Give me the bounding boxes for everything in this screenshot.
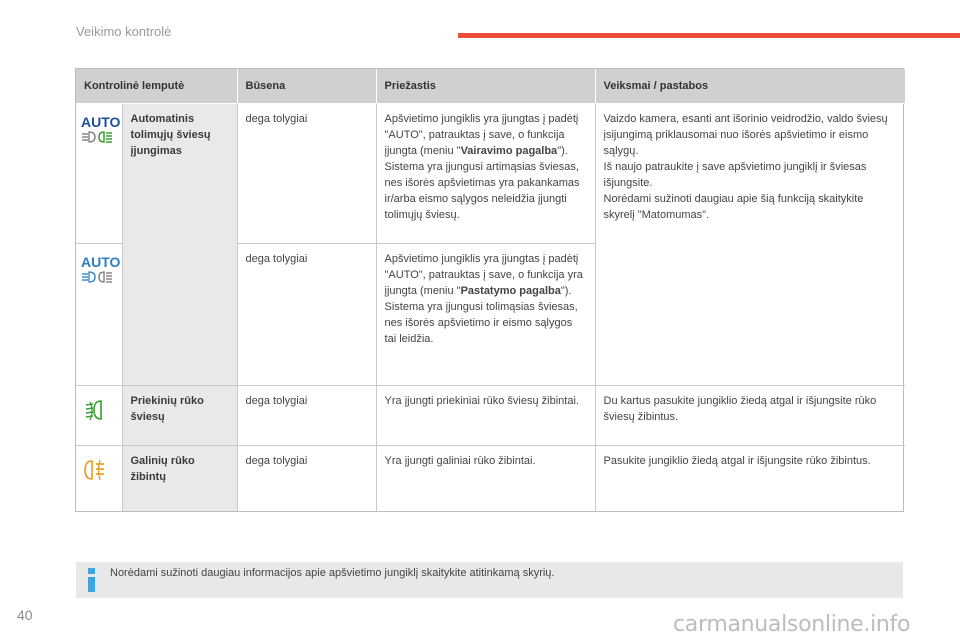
front-fog-lamp-icon bbox=[80, 396, 120, 430]
column-header-cause: Priežastis bbox=[376, 69, 595, 103]
lamp-icon-cell bbox=[76, 243, 122, 385]
warning-lamps-table bbox=[75, 68, 904, 512]
lamp-cause: Apšvietimo jungiklis yra įjungtas į padėtį "AUTO", patrauktas į save, o funkcija yra įjungta (meniu "Pastatymo pagalba"). Sistema yra įjungusi tolimąsias šviesas, nes išorės apšvietimo ir eismo sąlygos tai leidžia. bbox=[376, 243, 595, 385]
watermark: carmanualsonline.info bbox=[673, 612, 911, 637]
lamp-state: dega tolygiai bbox=[237, 243, 376, 385]
svg-text:AUTO: AUTO bbox=[81, 253, 120, 270]
lamp-cause: Yra įjungti priekiniai rūko šviesų žibintai. bbox=[376, 385, 595, 445]
lamp-name: Galinių rūko žibintų bbox=[122, 445, 237, 511]
table-row bbox=[76, 385, 905, 445]
lamp-state: dega tolygiai bbox=[237, 445, 376, 511]
info-icon bbox=[85, 566, 99, 594]
page-section-title: Veikimo kontrolė bbox=[76, 24, 172, 39]
column-header-actions: Veiksmai / pastabos bbox=[595, 69, 905, 103]
svg-text:AUTO: AUTO bbox=[81, 113, 120, 130]
auto-headlamp-green-icon bbox=[80, 114, 120, 148]
header-accent-bar bbox=[458, 33, 960, 38]
lamp-state: dega tolygiai bbox=[237, 385, 376, 445]
lamp-icon-cell bbox=[76, 385, 122, 445]
lamp-actions: Pasukite jungiklio žiedą atgal ir išjungsite rūko žibintus. bbox=[595, 445, 905, 511]
lamp-icon-cell bbox=[76, 445, 122, 511]
lamp-icon-cell bbox=[76, 103, 122, 243]
table-row bbox=[76, 445, 905, 511]
page-number: 40 bbox=[17, 607, 33, 623]
lamp-name: Automatinis tolimųjų šviesų įjungimas bbox=[122, 103, 237, 385]
lamp-state: dega tolygiai bbox=[237, 103, 376, 243]
column-header-lamp: Kontrolinė lemputė bbox=[76, 69, 237, 103]
lamp-cause: Yra įjungti galiniai rūko žibintai. bbox=[376, 445, 595, 511]
lamp-name: Priekinių rūko šviesų bbox=[122, 385, 237, 445]
column-header-state: Būsena bbox=[237, 69, 376, 103]
table-row bbox=[76, 103, 905, 243]
info-text: Norėdami sužinoti daugiau informacijos apie apšvietimo jungiklį skaitykite atitinkamą skyrių. bbox=[110, 567, 555, 579]
rear-fog-lamp-icon bbox=[80, 456, 120, 490]
lamp-actions: Du kartus pasukite jungiklio žiedą atgal ir išjungsite rūko šviesų žibintus. bbox=[595, 385, 905, 445]
lamp-cause: Apšvietimo jungiklis yra įjungtas į padėtį "AUTO", patrauktas į save, o funkcija įjungta (meniu "Vairavimo pagalba"). Sistema yra įjungusi artimąsias šviesas, nes išorės apšvietimas yra pakankamas ir/arba eismo sąlygos neleidžia įjungti tolimųjų šviesų. bbox=[376, 103, 595, 243]
lamp-actions: Vaizdo kamera, esanti ant išorinio veidrodžio, valdo šviesų įsijungimą priklausomai nuo išorės apšvietimo ir eismo sąlygų. Iš naujo patraukite į save apšvietimo jungiklį ir šviesas išjungsite. Norėdami sužinoti daugiau apie šią funkciją skaitykite skyrelį "Matomumas". bbox=[595, 103, 905, 385]
table-header-row bbox=[76, 69, 905, 103]
auto-headlamp-blue-icon bbox=[80, 254, 120, 288]
info-note bbox=[76, 562, 903, 598]
